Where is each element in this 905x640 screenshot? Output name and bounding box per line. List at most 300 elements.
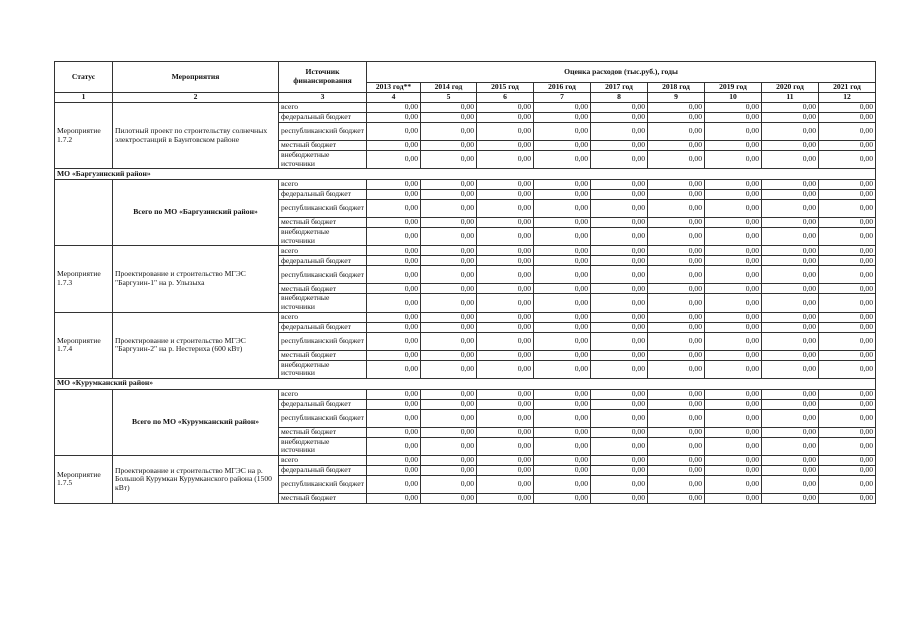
amount-cell: 0,00 <box>477 284 534 294</box>
amount-cell: 0,00 <box>819 312 876 322</box>
amount-cell: 0,00 <box>367 389 421 399</box>
amount-cell: 0,00 <box>534 350 591 360</box>
amount-cell: 0,00 <box>477 409 534 427</box>
amount-cell: 0,00 <box>591 256 648 266</box>
header-event: Мероприятия <box>113 62 279 93</box>
amount-cell: 0,00 <box>819 200 876 218</box>
amount-cell: 0,00 <box>819 399 876 409</box>
amount-cell: 0,00 <box>367 409 421 427</box>
amount-cell: 0,00 <box>421 141 477 151</box>
amount-cell: 0,00 <box>534 455 591 465</box>
amount-cell: 0,00 <box>534 322 591 332</box>
amount-cell: 0,00 <box>762 312 819 322</box>
amount-cell: 0,00 <box>762 284 819 294</box>
amount-cell: 0,00 <box>367 228 421 246</box>
amount-cell: 0,00 <box>705 360 762 378</box>
amount-cell: 0,00 <box>477 151 534 169</box>
amount-cell: 0,00 <box>762 141 819 151</box>
amount-cell: 0,00 <box>591 284 648 294</box>
amount-cell: 0,00 <box>648 465 705 475</box>
amount-cell: 0,00 <box>648 493 705 503</box>
amount-cell: 0,00 <box>421 151 477 169</box>
amount-cell: 0,00 <box>421 389 477 399</box>
amount-cell: 0,00 <box>534 190 591 200</box>
amount-cell: 0,00 <box>819 455 876 465</box>
funding-source-cell: республиканский бюджет <box>279 123 367 141</box>
amount-cell: 0,00 <box>591 123 648 141</box>
amount-cell: 0,00 <box>819 284 876 294</box>
amount-cell: 0,00 <box>819 180 876 190</box>
amount-cell: 0,00 <box>591 218 648 228</box>
amount-cell: 0,00 <box>705 427 762 437</box>
funding-source-cell: внебюджетные источники <box>279 437 367 455</box>
amount-cell: 0,00 <box>591 141 648 151</box>
amount-cell: 0,00 <box>819 256 876 266</box>
column-index: 7 <box>534 93 591 103</box>
funding-source-cell: всего <box>279 246 367 256</box>
amount-cell: 0,00 <box>705 389 762 399</box>
funding-source-cell: всего <box>279 180 367 190</box>
amount-cell: 0,00 <box>705 180 762 190</box>
amount-cell: 0,00 <box>648 266 705 284</box>
event-cell: Проектирование и строительство МГЭС "Баргузин-2" на р. Нестериха (600 кВт) <box>113 312 279 378</box>
amount-cell: 0,00 <box>534 123 591 141</box>
amount-cell: 0,00 <box>477 493 534 503</box>
amount-cell: 0,00 <box>648 180 705 190</box>
amount-cell: 0,00 <box>591 190 648 200</box>
amount-cell: 0,00 <box>762 360 819 378</box>
amount-cell: 0,00 <box>705 465 762 475</box>
amount-cell: 0,00 <box>421 180 477 190</box>
header-year: 2020 год <box>762 83 819 93</box>
amount-cell: 0,00 <box>421 103 477 113</box>
amount-cell: 0,00 <box>534 437 591 455</box>
amount-cell: 0,00 <box>705 103 762 113</box>
amount-cell: 0,00 <box>534 228 591 246</box>
amount-cell: 0,00 <box>421 246 477 256</box>
section-title: МО «Курумканский район» <box>55 378 876 389</box>
amount-cell: 0,00 <box>762 332 819 350</box>
amount-cell: 0,00 <box>705 151 762 169</box>
funding-source-cell: внебюджетные источники <box>279 360 367 378</box>
amount-cell: 0,00 <box>367 266 421 284</box>
column-index: 9 <box>648 93 705 103</box>
funding-source-cell: местный бюджет <box>279 427 367 437</box>
amount-cell: 0,00 <box>762 218 819 228</box>
amount-cell: 0,00 <box>762 409 819 427</box>
amount-cell: 0,00 <box>534 180 591 190</box>
amount-cell: 0,00 <box>421 190 477 200</box>
amount-cell: 0,00 <box>819 389 876 399</box>
column-index: 4 <box>367 93 421 103</box>
amount-cell: 0,00 <box>421 409 477 427</box>
amount-cell: 0,00 <box>421 200 477 218</box>
amount-cell: 0,00 <box>591 465 648 475</box>
amount-cell: 0,00 <box>819 123 876 141</box>
amount-cell: 0,00 <box>421 350 477 360</box>
amount-cell: 0,00 <box>705 399 762 409</box>
amount-cell: 0,00 <box>477 228 534 246</box>
column-index: 8 <box>591 93 648 103</box>
amount-cell: 0,00 <box>367 123 421 141</box>
amount-cell: 0,00 <box>534 294 591 312</box>
funding-source-cell: внебюджетные источники <box>279 294 367 312</box>
amount-cell: 0,00 <box>762 113 819 123</box>
amount-cell: 0,00 <box>705 332 762 350</box>
amount-cell: 0,00 <box>762 465 819 475</box>
amount-cell: 0,00 <box>819 246 876 256</box>
table-row <box>55 246 876 256</box>
amount-cell: 0,00 <box>591 103 648 113</box>
amount-cell: 0,00 <box>648 113 705 123</box>
amount-cell: 0,00 <box>477 141 534 151</box>
amount-cell: 0,00 <box>762 322 819 332</box>
amount-cell: 0,00 <box>534 427 591 437</box>
event-cell: Всего по МО «Курумканский район» <box>113 389 279 455</box>
amount-cell: 0,00 <box>421 294 477 312</box>
column-index: 5 <box>421 93 477 103</box>
amount-cell: 0,00 <box>367 360 421 378</box>
table-row <box>55 103 876 113</box>
amount-cell: 0,00 <box>477 389 534 399</box>
amount-cell: 0,00 <box>819 151 876 169</box>
column-index: 10 <box>705 93 762 103</box>
amount-cell: 0,00 <box>534 246 591 256</box>
amount-cell: 0,00 <box>421 332 477 350</box>
amount-cell: 0,00 <box>705 322 762 332</box>
amount-cell: 0,00 <box>367 180 421 190</box>
amount-cell: 0,00 <box>819 493 876 503</box>
amount-cell: 0,00 <box>648 284 705 294</box>
amount-cell: 0,00 <box>819 437 876 455</box>
amount-cell: 0,00 <box>421 493 477 503</box>
amount-cell: 0,00 <box>421 284 477 294</box>
amount-cell: 0,00 <box>477 427 534 437</box>
amount-cell: 0,00 <box>762 493 819 503</box>
amount-cell: 0,00 <box>705 200 762 218</box>
amount-cell: 0,00 <box>648 103 705 113</box>
amount-cell: 0,00 <box>705 312 762 322</box>
amount-cell: 0,00 <box>367 493 421 503</box>
amount-cell: 0,00 <box>477 113 534 123</box>
amount-cell: 0,00 <box>591 246 648 256</box>
status-cell: Мероприятие 1.7.3 <box>55 246 113 312</box>
amount-cell: 0,00 <box>648 256 705 266</box>
header-source: Источник финансирования <box>279 62 367 93</box>
amount-cell: 0,00 <box>819 266 876 284</box>
amount-cell: 0,00 <box>534 312 591 322</box>
amount-cell: 0,00 <box>367 465 421 475</box>
amount-cell: 0,00 <box>591 399 648 409</box>
amount-cell: 0,00 <box>591 455 648 465</box>
amount-cell: 0,00 <box>648 350 705 360</box>
amount-cell: 0,00 <box>477 266 534 284</box>
amount-cell: 0,00 <box>648 389 705 399</box>
funding-source-cell: всего <box>279 389 367 399</box>
amount-cell: 0,00 <box>648 475 705 493</box>
amount-cell: 0,00 <box>762 123 819 141</box>
amount-cell: 0,00 <box>705 123 762 141</box>
table-row <box>55 455 876 465</box>
funding-source-cell: республиканский бюджет <box>279 332 367 350</box>
amount-cell: 0,00 <box>591 360 648 378</box>
amount-cell: 0,00 <box>819 322 876 332</box>
amount-cell: 0,00 <box>421 312 477 322</box>
amount-cell: 0,00 <box>477 332 534 350</box>
status-cell <box>55 389 113 455</box>
funding-source-cell: федеральный бюджет <box>279 465 367 475</box>
amount-cell: 0,00 <box>367 332 421 350</box>
amount-cell: 0,00 <box>477 218 534 228</box>
amount-cell: 0,00 <box>591 427 648 437</box>
amount-cell: 0,00 <box>819 113 876 123</box>
amount-cell: 0,00 <box>477 465 534 475</box>
amount-cell: 0,00 <box>421 322 477 332</box>
funding-source-cell: федеральный бюджет <box>279 256 367 266</box>
event-cell: Проектирование и строительство МГЭС на р. Большой Курумкан Курумканского района (1500 кВт) <box>113 455 279 503</box>
funding-source-cell: всего <box>279 103 367 113</box>
header-year: 2017 год <box>591 83 648 93</box>
amount-cell: 0,00 <box>705 455 762 465</box>
amount-cell: 0,00 <box>819 228 876 246</box>
amount-cell: 0,00 <box>648 399 705 409</box>
amount-cell: 0,00 <box>421 256 477 266</box>
amount-cell: 0,00 <box>591 332 648 350</box>
column-index: 1 <box>55 93 113 103</box>
header-cost: Оценка расходов (тыс.руб.), годы <box>367 62 876 83</box>
funding-source-cell: местный бюджет <box>279 493 367 503</box>
amount-cell: 0,00 <box>534 141 591 151</box>
section-row <box>55 169 876 180</box>
status-cell: Мероприятие 1.7.4 <box>55 312 113 378</box>
amount-cell: 0,00 <box>534 332 591 350</box>
amount-cell: 0,00 <box>477 103 534 113</box>
table-row <box>55 312 876 322</box>
amount-cell: 0,00 <box>762 266 819 284</box>
amount-cell: 0,00 <box>762 180 819 190</box>
amount-cell: 0,00 <box>762 437 819 455</box>
amount-cell: 0,00 <box>819 103 876 113</box>
amount-cell: 0,00 <box>762 399 819 409</box>
event-cell: Проектирование и строительство МГЭС "Баргузин-1" на р. Улызыха <box>113 246 279 312</box>
amount-cell: 0,00 <box>648 228 705 246</box>
amount-cell: 0,00 <box>648 151 705 169</box>
amount-cell: 0,00 <box>762 427 819 437</box>
amount-cell: 0,00 <box>591 180 648 190</box>
amount-cell: 0,00 <box>591 228 648 246</box>
amount-cell: 0,00 <box>534 360 591 378</box>
amount-cell: 0,00 <box>534 200 591 218</box>
amount-cell: 0,00 <box>477 360 534 378</box>
funding-source-cell: всего <box>279 455 367 465</box>
amount-cell: 0,00 <box>648 218 705 228</box>
amount-cell: 0,00 <box>591 475 648 493</box>
amount-cell: 0,00 <box>421 455 477 465</box>
amount-cell: 0,00 <box>648 455 705 465</box>
amount-cell: 0,00 <box>421 360 477 378</box>
amount-cell: 0,00 <box>477 312 534 322</box>
header-year: 2021 год <box>819 83 876 93</box>
amount-cell: 0,00 <box>421 228 477 246</box>
amount-cell: 0,00 <box>705 266 762 284</box>
amount-cell: 0,00 <box>477 437 534 455</box>
amount-cell: 0,00 <box>705 141 762 151</box>
amount-cell: 0,00 <box>762 228 819 246</box>
amount-cell: 0,00 <box>477 350 534 360</box>
amount-cell: 0,00 <box>367 284 421 294</box>
amount-cell: 0,00 <box>648 294 705 312</box>
amount-cell: 0,00 <box>705 409 762 427</box>
amount-cell: 0,00 <box>421 123 477 141</box>
amount-cell: 0,00 <box>819 141 876 151</box>
amount-cell: 0,00 <box>367 256 421 266</box>
amount-cell: 0,00 <box>367 218 421 228</box>
amount-cell: 0,00 <box>367 200 421 218</box>
amount-cell: 0,00 <box>705 350 762 360</box>
amount-cell: 0,00 <box>591 389 648 399</box>
amount-cell: 0,00 <box>819 427 876 437</box>
section-row <box>55 378 876 389</box>
amount-cell: 0,00 <box>421 399 477 409</box>
column-index: 6 <box>477 93 534 103</box>
amount-cell: 0,00 <box>477 399 534 409</box>
amount-cell: 0,00 <box>477 180 534 190</box>
amount-cell: 0,00 <box>591 312 648 322</box>
amount-cell: 0,00 <box>534 399 591 409</box>
funding-source-cell: местный бюджет <box>279 350 367 360</box>
budget-table <box>54 61 876 504</box>
amount-cell: 0,00 <box>534 493 591 503</box>
amount-cell: 0,00 <box>367 437 421 455</box>
column-index: 2 <box>113 93 279 103</box>
funding-source-cell: местный бюджет <box>279 284 367 294</box>
amount-cell: 0,00 <box>421 465 477 475</box>
amount-cell: 0,00 <box>648 322 705 332</box>
funding-source-cell: внебюджетные источники <box>279 228 367 246</box>
table-row <box>55 389 876 399</box>
header-year: 2019 год <box>705 83 762 93</box>
header-year: 2018 год <box>648 83 705 93</box>
amount-cell: 0,00 <box>648 200 705 218</box>
amount-cell: 0,00 <box>705 294 762 312</box>
amount-cell: 0,00 <box>648 427 705 437</box>
amount-cell: 0,00 <box>705 218 762 228</box>
table-row <box>55 180 876 190</box>
amount-cell: 0,00 <box>819 294 876 312</box>
header-status: Статус <box>55 62 113 93</box>
amount-cell: 0,00 <box>648 141 705 151</box>
funding-source-cell: внебюджетные источники <box>279 151 367 169</box>
event-cell: Всего по МО «Баргузинский район» <box>113 180 279 246</box>
amount-cell: 0,00 <box>477 455 534 465</box>
funding-source-cell: республиканский бюджет <box>279 200 367 218</box>
amount-cell: 0,00 <box>591 266 648 284</box>
amount-cell: 0,00 <box>367 350 421 360</box>
amount-cell: 0,00 <box>648 123 705 141</box>
amount-cell: 0,00 <box>762 389 819 399</box>
amount-cell: 0,00 <box>367 246 421 256</box>
amount-cell: 0,00 <box>762 190 819 200</box>
amount-cell: 0,00 <box>819 350 876 360</box>
column-index: 11 <box>762 93 819 103</box>
amount-cell: 0,00 <box>705 113 762 123</box>
amount-cell: 0,00 <box>367 151 421 169</box>
amount-cell: 0,00 <box>648 437 705 455</box>
amount-cell: 0,00 <box>534 151 591 169</box>
amount-cell: 0,00 <box>477 475 534 493</box>
amount-cell: 0,00 <box>591 200 648 218</box>
funding-source-cell: федеральный бюджет <box>279 322 367 332</box>
amount-cell: 0,00 <box>421 427 477 437</box>
funding-source-cell: республиканский бюджет <box>279 409 367 427</box>
amount-cell: 0,00 <box>534 266 591 284</box>
funding-source-cell: федеральный бюджет <box>279 190 367 200</box>
amount-cell: 0,00 <box>477 294 534 312</box>
status-cell: Мероприятие 1.7.2 <box>55 103 113 169</box>
funding-source-cell: федеральный бюджет <box>279 113 367 123</box>
amount-cell: 0,00 <box>534 475 591 493</box>
status-cell <box>55 180 113 246</box>
amount-cell: 0,00 <box>367 294 421 312</box>
amount-cell: 0,00 <box>421 475 477 493</box>
amount-cell: 0,00 <box>762 246 819 256</box>
amount-cell: 0,00 <box>648 312 705 322</box>
amount-cell: 0,00 <box>367 455 421 465</box>
amount-cell: 0,00 <box>534 113 591 123</box>
amount-cell: 0,00 <box>534 389 591 399</box>
amount-cell: 0,00 <box>477 200 534 218</box>
amount-cell: 0,00 <box>477 246 534 256</box>
funding-source-cell: местный бюджет <box>279 218 367 228</box>
amount-cell: 0,00 <box>819 465 876 475</box>
amount-cell: 0,00 <box>591 113 648 123</box>
amount-cell: 0,00 <box>705 246 762 256</box>
amount-cell: 0,00 <box>648 409 705 427</box>
budget-table-page <box>54 61 876 504</box>
amount-cell: 0,00 <box>477 123 534 141</box>
amount-cell: 0,00 <box>762 200 819 218</box>
amount-cell: 0,00 <box>367 141 421 151</box>
amount-cell: 0,00 <box>762 455 819 465</box>
header-year: 2013 год** <box>367 83 421 93</box>
amount-cell: 0,00 <box>367 113 421 123</box>
amount-cell: 0,00 <box>591 409 648 427</box>
amount-cell: 0,00 <box>762 103 819 113</box>
amount-cell: 0,00 <box>534 256 591 266</box>
amount-cell: 0,00 <box>367 103 421 113</box>
amount-cell: 0,00 <box>762 294 819 312</box>
amount-cell: 0,00 <box>421 266 477 284</box>
amount-cell: 0,00 <box>534 409 591 427</box>
amount-cell: 0,00 <box>819 475 876 493</box>
amount-cell: 0,00 <box>705 437 762 455</box>
column-index: 3 <box>279 93 367 103</box>
funding-source-cell: республиканский бюджет <box>279 266 367 284</box>
amount-cell: 0,00 <box>648 246 705 256</box>
amount-cell: 0,00 <box>819 360 876 378</box>
funding-source-cell: местный бюджет <box>279 141 367 151</box>
section-title: МО «Баргузинский район» <box>55 169 876 180</box>
amount-cell: 0,00 <box>648 332 705 350</box>
amount-cell: 0,00 <box>648 360 705 378</box>
amount-cell: 0,00 <box>705 475 762 493</box>
amount-cell: 0,00 <box>762 256 819 266</box>
amount-cell: 0,00 <box>705 190 762 200</box>
amount-cell: 0,00 <box>591 151 648 169</box>
amount-cell: 0,00 <box>534 284 591 294</box>
amount-cell: 0,00 <box>477 190 534 200</box>
amount-cell: 0,00 <box>591 294 648 312</box>
